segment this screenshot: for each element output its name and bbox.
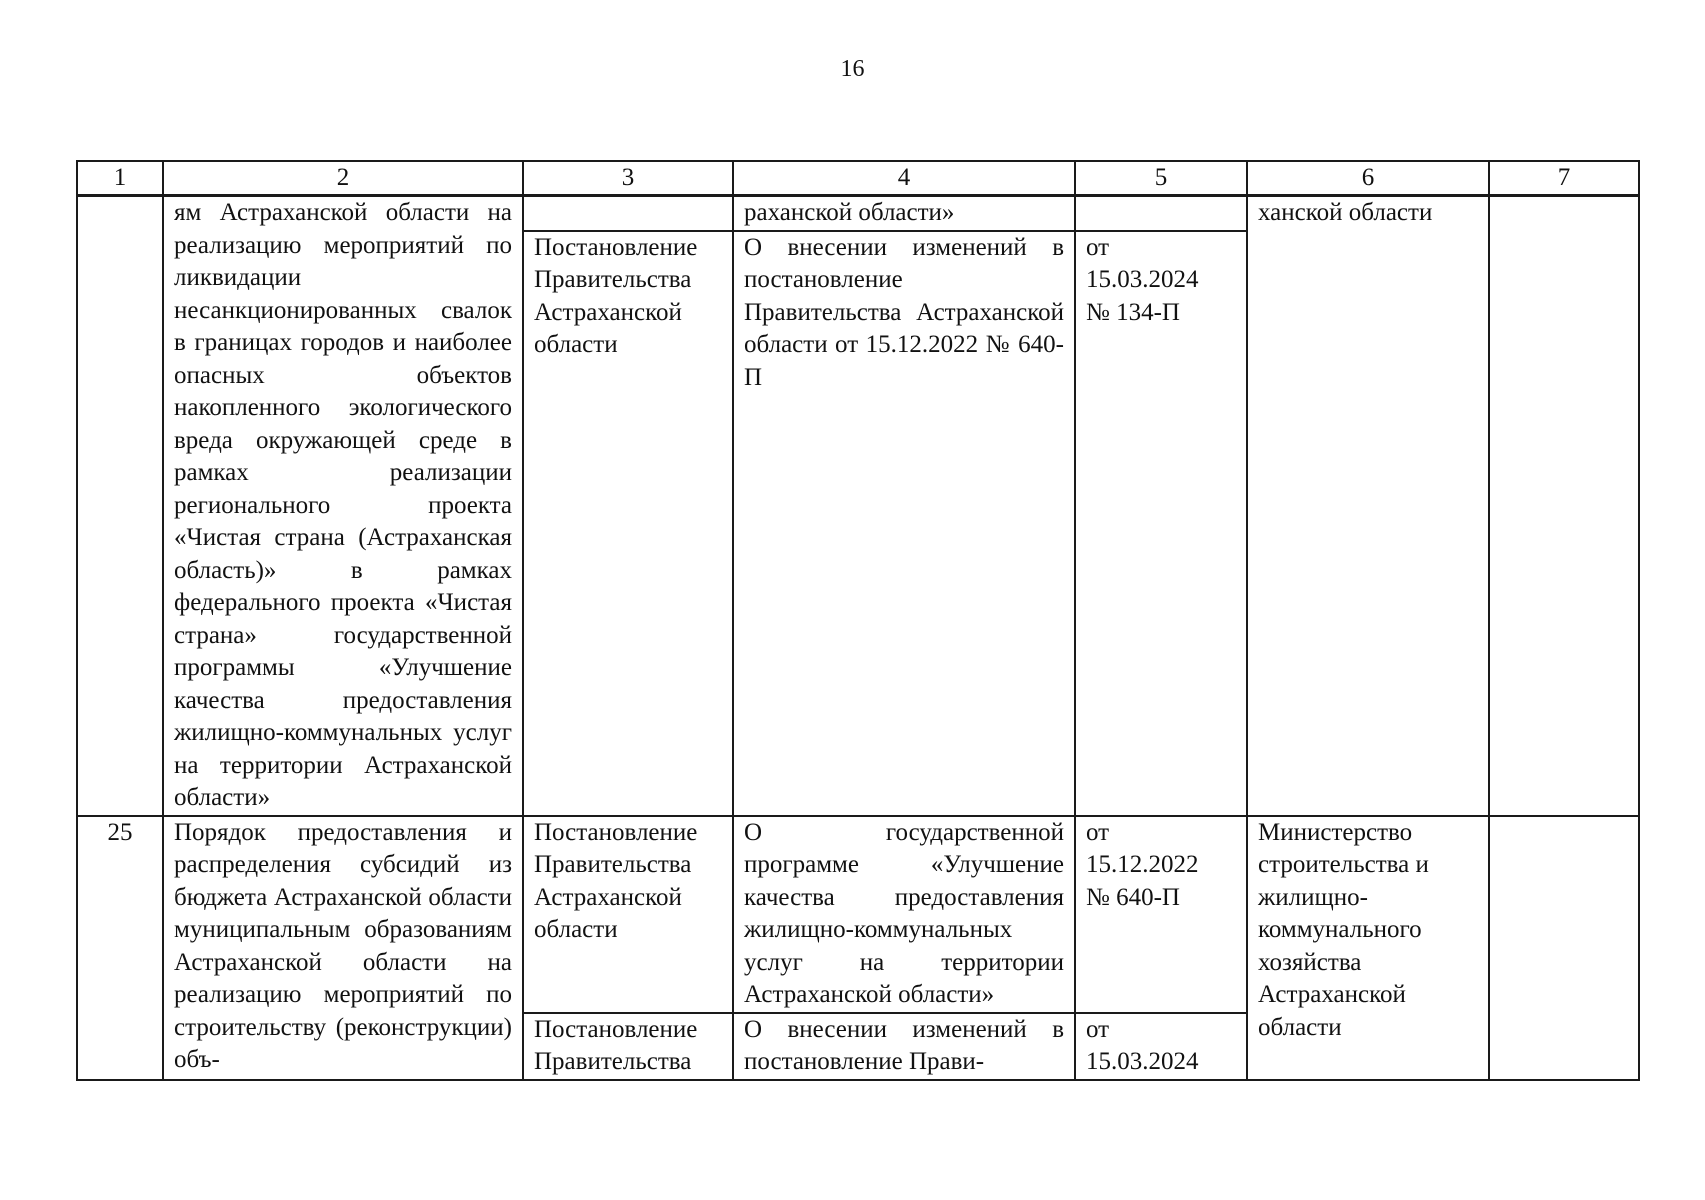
column-header: 6	[1247, 161, 1489, 196]
column-header: 1	[77, 161, 163, 196]
act-date-cell	[1075, 196, 1247, 231]
act-type-cell: Постановление Правительства	[523, 1013, 733, 1080]
act-type-cell: Постановление Правительства Астраханской области	[523, 231, 733, 816]
act-date-text: от 15.03.2024	[1086, 1015, 1199, 1075]
act-date-text: от 15.12.2022 № 640-П	[1086, 818, 1199, 911]
act-title-cell: раханской области»	[733, 196, 1075, 231]
column-header: 5	[1075, 161, 1247, 196]
act-type-cell: Постановление Правительства Астраханской области	[523, 816, 733, 1013]
column-header: 2	[163, 161, 523, 196]
act-date-cell	[1075, 816, 1247, 1013]
table-header-row	[77, 161, 1639, 196]
act-title-cell: О внесении изменений в постановление Прави-	[733, 1013, 1075, 1080]
row-number-cell	[77, 196, 163, 816]
act-date-text: от 15.03.2024 № 134-П	[1086, 233, 1199, 326]
act-date-cell	[1075, 231, 1247, 816]
column-header: 7	[1489, 161, 1639, 196]
column-header: 3	[523, 161, 733, 196]
legal-acts-table	[76, 160, 1640, 1081]
table-row	[77, 196, 1639, 231]
act-title-cell: О государственной программе «Улучшение качества предоставления жилищно-коммунальных услуг на территории Астраханской области»	[733, 816, 1075, 1013]
procedure-description-cell: ям Астраханской области на реализацию мероприятий по ликвидации несанкционированных свалок в границах городов и наиболее опасных объектов накопленного экологического вреда окружающей среде в рамках реализации регионального проекта «Чистая страна (Астраханская область)» в рамках федерального проекта «Чистая страна» государственной программы «Улучшение качества предоставления жилищно-коммунальных услуг на территории Астраханской области»	[163, 196, 523, 816]
row-number-cell: 25	[77, 816, 163, 1080]
column-header: 4	[733, 161, 1075, 196]
procedure-description-cell: Порядок предоставления и распределения субсидий из бюджета Астраханской области муниципальным образованиям Астраханской области на реализацию мероприятий по строительству (реконструкции) объ-	[163, 816, 523, 1080]
responsible-body-cell: ханской области	[1247, 196, 1489, 816]
page-number: 16	[840, 56, 865, 82]
notes-cell	[1489, 196, 1639, 816]
act-date-cell	[1075, 1013, 1247, 1080]
table-row	[77, 816, 1639, 1013]
responsible-body-cell: Министерство строительства и жилищно-коммунального хозяйства Астраханской области	[1247, 816, 1489, 1080]
notes-cell	[1489, 816, 1639, 1080]
act-title-cell: О внесении изменений в постановление Правительства Астраханской области от 15.12.2022 № 640-П	[733, 231, 1075, 816]
act-type-cell	[523, 196, 733, 231]
